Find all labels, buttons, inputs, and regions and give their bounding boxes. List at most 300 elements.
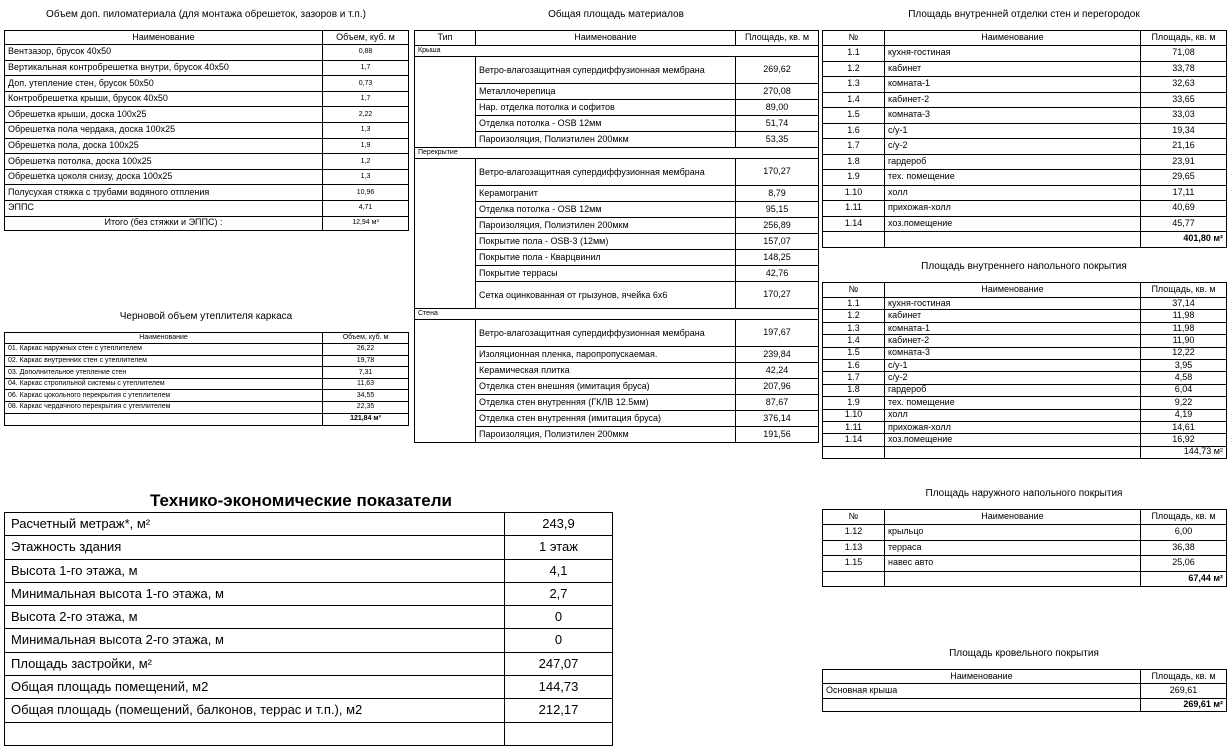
row-value: 37,14 bbox=[1141, 298, 1227, 310]
row-name: Отделка стен внутренняя (имитация бруса) bbox=[476, 411, 736, 427]
floor-int-table bbox=[822, 282, 1226, 459]
row-number: 1.9 bbox=[823, 170, 885, 186]
walls-title: Площадь внутренней отделки стен и перегородок bbox=[908, 9, 1140, 20]
table-row bbox=[415, 363, 819, 379]
table-row bbox=[415, 395, 819, 411]
row-value: 26,22 bbox=[323, 344, 409, 356]
row-name: Обрешетка пола чердака, доска 100х25 bbox=[5, 122, 323, 138]
row-number: 1.2 bbox=[823, 310, 885, 322]
table-row bbox=[5, 629, 613, 652]
tep-title: Технико-экономические показатели bbox=[150, 491, 453, 510]
row-name: 06. Каркас цокольного перекрытия с утеплителем bbox=[5, 390, 323, 402]
table-row bbox=[823, 154, 1227, 170]
table-header-row bbox=[823, 283, 1227, 298]
row-value: 11,63 bbox=[323, 378, 409, 390]
indicator-name: Этажность здания bbox=[5, 536, 505, 559]
row-number: 1.9 bbox=[823, 397, 885, 409]
total-row bbox=[823, 232, 1227, 248]
row-number: 1.10 bbox=[823, 185, 885, 201]
row-value: 2,22 bbox=[323, 107, 409, 123]
row-value: 29,65 bbox=[1141, 170, 1227, 186]
row-value: 33,78 bbox=[1141, 61, 1227, 77]
row-name: кабинет-2 bbox=[885, 92, 1141, 108]
column-header: Наименование bbox=[885, 283, 1141, 298]
row-name: тех. помещение bbox=[885, 397, 1141, 409]
table-row bbox=[5, 45, 409, 61]
row-value: 1,9 bbox=[323, 138, 409, 154]
row-name: Ветро-влагозащитная супердиффузионная мембрана bbox=[476, 159, 736, 186]
row-value: 269,61 bbox=[1141, 684, 1227, 699]
table-row bbox=[823, 525, 1227, 541]
row-value: 239,84 bbox=[736, 347, 819, 363]
row-number: 1.13 bbox=[823, 540, 885, 556]
table-row bbox=[5, 169, 409, 185]
total-label: Итого (без стяжки и ЭППС) : bbox=[5, 216, 323, 230]
row-name: комната-1 bbox=[885, 322, 1141, 334]
materials-table bbox=[414, 30, 818, 443]
table-header-row bbox=[415, 31, 819, 46]
row-number: 1.11 bbox=[823, 421, 885, 433]
row-name: Обрешетка крыши, доска 100х25 bbox=[5, 107, 323, 123]
row-name: комната-3 bbox=[885, 108, 1141, 124]
table-row bbox=[5, 200, 409, 216]
table-row bbox=[823, 347, 1227, 359]
total-empty bbox=[823, 232, 885, 248]
row-value: 17,11 bbox=[1141, 185, 1227, 201]
column-header: Наименование bbox=[885, 510, 1141, 525]
total-value: 67,44 м² bbox=[1141, 571, 1227, 587]
row-name: Пароизоляция, Полиэтилен 200мкм bbox=[476, 427, 736, 443]
table-row bbox=[823, 139, 1227, 155]
row-name: Вентзазор, брусок 40х50 bbox=[5, 45, 323, 61]
row-value: 4,58 bbox=[1141, 372, 1227, 384]
row-number: 1.10 bbox=[823, 409, 885, 421]
row-name: гардероб bbox=[885, 384, 1141, 396]
empty-cell bbox=[5, 722, 505, 745]
table-row bbox=[823, 216, 1227, 232]
row-value: 270,08 bbox=[736, 84, 819, 100]
row-value: 1,7 bbox=[323, 60, 409, 76]
row-value: 1,2 bbox=[323, 154, 409, 170]
indicator-name: Общая площадь (помещений, балконов, террас и т.п.), м2 bbox=[5, 699, 505, 722]
row-name: Изоляционная пленка, паропропускаемая. bbox=[476, 347, 736, 363]
total-empty bbox=[5, 413, 323, 425]
row-value: 197,67 bbox=[736, 320, 819, 347]
group-spacer bbox=[415, 159, 476, 309]
table-row bbox=[823, 409, 1227, 421]
column-header: Площадь, кв. м bbox=[1141, 31, 1227, 46]
total-empty bbox=[823, 571, 885, 587]
row-name: Отделка потолка - OSB 12мм bbox=[476, 116, 736, 132]
table-row bbox=[415, 159, 819, 186]
row-number: 1.4 bbox=[823, 335, 885, 347]
row-value: 36,38 bbox=[1141, 540, 1227, 556]
table-row bbox=[823, 310, 1227, 322]
row-name: кухня-гостиная bbox=[885, 46, 1141, 62]
table-row bbox=[823, 108, 1227, 124]
row-name: крыльцо bbox=[885, 525, 1141, 541]
table-row bbox=[823, 556, 1227, 572]
row-value: 40,69 bbox=[1141, 201, 1227, 217]
row-name: Покрытие террасы bbox=[476, 266, 736, 282]
row-value: 148,25 bbox=[736, 250, 819, 266]
row-name: Полусухая стяжка с трубами водяного отпления bbox=[5, 185, 323, 201]
indicator-name: Площадь застройки, м² bbox=[5, 652, 505, 675]
row-name: гардероб bbox=[885, 154, 1141, 170]
row-name: кабинет bbox=[885, 61, 1141, 77]
row-name: кабинет-2 bbox=[885, 335, 1141, 347]
row-value: 33,03 bbox=[1141, 108, 1227, 124]
total-empty bbox=[823, 446, 885, 458]
row-name: 08. Каркас чердачного перекрытия с утеплителем bbox=[5, 401, 323, 413]
table-header-row bbox=[823, 31, 1227, 46]
column-header: Объем, куб. м bbox=[323, 333, 409, 344]
row-name: холл bbox=[885, 185, 1141, 201]
column-header: Наименование bbox=[476, 31, 736, 46]
table-header-row bbox=[5, 333, 409, 344]
row-name: Металлочерепица bbox=[476, 84, 736, 100]
row-value: 22,35 bbox=[323, 401, 409, 413]
row-name: Керамическая плитка bbox=[476, 363, 736, 379]
column-header: Наименование bbox=[885, 31, 1141, 46]
tep-table bbox=[4, 512, 612, 746]
table-row bbox=[823, 335, 1227, 347]
row-number: 1.6 bbox=[823, 359, 885, 371]
row-value: 11,98 bbox=[1141, 310, 1227, 322]
row-name: 02. Каркас внутренних стен с утеплителем bbox=[5, 355, 323, 367]
row-name: хоз.помещение bbox=[885, 434, 1141, 446]
floor-ext-title: Площадь наружного напольного покрытия bbox=[925, 488, 1123, 499]
total-empty bbox=[885, 232, 1141, 248]
row-value: 10,96 bbox=[323, 185, 409, 201]
group-spacer bbox=[415, 320, 476, 443]
column-header: Наименование bbox=[823, 670, 1141, 684]
row-name: с/у-1 bbox=[885, 359, 1141, 371]
row-name: Обрешетка цоколя снизу, доска 100х25 bbox=[5, 169, 323, 185]
row-name: с/у-1 bbox=[885, 123, 1141, 139]
table-row bbox=[415, 320, 819, 347]
table-row bbox=[823, 92, 1227, 108]
table-row bbox=[415, 57, 819, 84]
table-row bbox=[5, 91, 409, 107]
row-number: 1.6 bbox=[823, 123, 885, 139]
row-value: 34,55 bbox=[323, 390, 409, 402]
row-value: 45,77 bbox=[1141, 216, 1227, 232]
row-name: Отделка стен внешняя (имитация бруса) bbox=[476, 379, 736, 395]
column-header: Тип bbox=[415, 31, 476, 46]
table-row bbox=[415, 116, 819, 132]
indicator-name: Минимальная высота 2-го этажа, м bbox=[5, 629, 505, 652]
row-number: 1.15 bbox=[823, 556, 885, 572]
row-value: 87,67 bbox=[736, 395, 819, 411]
table-row bbox=[5, 652, 613, 675]
table-row bbox=[823, 46, 1227, 62]
row-name: прихожая-холл bbox=[885, 421, 1141, 433]
row-name: Вертикальная контробрешетка внутри, брусок 40х50 bbox=[5, 60, 323, 76]
table-row bbox=[415, 202, 819, 218]
row-value: 33,65 bbox=[1141, 92, 1227, 108]
column-header: № bbox=[823, 31, 885, 46]
indicator-value: 0 bbox=[505, 606, 613, 629]
row-value: 1,3 bbox=[323, 122, 409, 138]
row-name: кухня-гостиная bbox=[885, 298, 1141, 310]
row-number: 1.8 bbox=[823, 154, 885, 170]
row-number: 1.3 bbox=[823, 77, 885, 93]
row-number: 1.1 bbox=[823, 298, 885, 310]
indicator-value: 212,17 bbox=[505, 699, 613, 722]
row-name: Керамогранит bbox=[476, 186, 736, 202]
row-value: 6,00 bbox=[1141, 525, 1227, 541]
row-name: Обрешетка пола, доска 100х25 bbox=[5, 138, 323, 154]
table-row bbox=[415, 379, 819, 395]
row-name: прихожая-холл bbox=[885, 201, 1141, 217]
group-row bbox=[415, 309, 819, 320]
row-name: Ветро-влагозащитная супердиффузионная мембрана bbox=[476, 320, 736, 347]
indicator-name: Высота 1-го этажа, м bbox=[5, 559, 505, 582]
roof-title: Площадь кровельного покрытия bbox=[949, 648, 1099, 659]
total-row bbox=[823, 699, 1227, 712]
row-name: терраса bbox=[885, 540, 1141, 556]
row-value: 191,56 bbox=[736, 427, 819, 443]
indicator-name: Высота 2-го этажа, м bbox=[5, 606, 505, 629]
floor-ext-table bbox=[822, 509, 1226, 587]
table-row bbox=[823, 372, 1227, 384]
table-row bbox=[415, 282, 819, 309]
column-header: Площадь, кв. м bbox=[1141, 670, 1227, 684]
indicator-value: 0 bbox=[505, 629, 613, 652]
row-value: 1,3 bbox=[323, 169, 409, 185]
table-row bbox=[5, 76, 409, 92]
table-row bbox=[5, 699, 613, 722]
row-number: 1.1 bbox=[823, 46, 885, 62]
floor-int-title: Площадь внутреннего напольного покрытия bbox=[921, 261, 1127, 272]
row-value: 51,74 bbox=[736, 116, 819, 132]
row-number: 1.12 bbox=[823, 525, 885, 541]
table-row bbox=[5, 390, 409, 402]
row-number: 1.14 bbox=[823, 216, 885, 232]
row-name: Основная крыша bbox=[823, 684, 1141, 699]
group-name: Перекрытие bbox=[415, 148, 819, 159]
row-value: 19,78 bbox=[323, 355, 409, 367]
table-row bbox=[823, 170, 1227, 186]
row-number: 1.5 bbox=[823, 347, 885, 359]
row-number: 1.8 bbox=[823, 384, 885, 396]
column-header: Площадь, кв. м bbox=[1141, 283, 1227, 298]
total-value: 401,80 м² bbox=[1141, 232, 1227, 248]
row-value: 4,71 bbox=[323, 200, 409, 216]
table-header-row bbox=[823, 510, 1227, 525]
table-row bbox=[415, 266, 819, 282]
table-row bbox=[823, 540, 1227, 556]
indicator-value: 247,07 bbox=[505, 652, 613, 675]
row-number: 1.7 bbox=[823, 372, 885, 384]
table-row bbox=[415, 132, 819, 148]
table-row bbox=[5, 154, 409, 170]
column-header: № bbox=[823, 283, 885, 298]
table-row bbox=[415, 234, 819, 250]
row-name: комната-1 bbox=[885, 77, 1141, 93]
row-name: холл bbox=[885, 409, 1141, 421]
table-row bbox=[415, 218, 819, 234]
total-row bbox=[823, 571, 1227, 587]
table-row bbox=[415, 427, 819, 443]
indicator-name: Минимальная высота 1-го этажа, м bbox=[5, 582, 505, 605]
row-name: Обрешетка потолка, доска 100х25 bbox=[5, 154, 323, 170]
row-name: Покрытие пола - Кварцвинил bbox=[476, 250, 736, 266]
row-number: 1.5 bbox=[823, 108, 885, 124]
total-empty bbox=[885, 571, 1141, 587]
table-row bbox=[415, 250, 819, 266]
total-value: 269,61 м² bbox=[1141, 699, 1227, 712]
total-value: 144,73 м² bbox=[1141, 446, 1227, 458]
row-value: 11,90 bbox=[1141, 335, 1227, 347]
table-row bbox=[5, 355, 409, 367]
table-row bbox=[415, 411, 819, 427]
table-row bbox=[5, 536, 613, 559]
row-name: Покрытие пола - OSB-3 (12мм) bbox=[476, 234, 736, 250]
row-name: Нар. отделка потолка и софитов bbox=[476, 100, 736, 116]
row-name: тех. помещение bbox=[885, 170, 1141, 186]
indicator-value: 2,7 bbox=[505, 582, 613, 605]
table-row bbox=[5, 606, 613, 629]
total-value: 12,94 м³ bbox=[323, 216, 409, 230]
table-row bbox=[823, 384, 1227, 396]
row-value: 0,88 bbox=[323, 45, 409, 61]
total-empty bbox=[885, 446, 1141, 458]
row-value: 42,24 bbox=[736, 363, 819, 379]
table-row bbox=[5, 107, 409, 123]
table-row bbox=[415, 100, 819, 116]
table-row bbox=[823, 77, 1227, 93]
row-name: 01. Каркас наружных стен с утеплителем bbox=[5, 344, 323, 356]
row-name: Ветро-влагозащитная супердиффузионная мембрана bbox=[476, 57, 736, 84]
column-header: Объем, куб. м bbox=[323, 31, 409, 45]
table-row bbox=[823, 201, 1227, 217]
lumber-title: Объем доп. пиломатериала (для монтажа обрешеток, зазоров и т.п.) bbox=[46, 9, 366, 20]
table-row bbox=[5, 676, 613, 699]
row-number: 1.3 bbox=[823, 322, 885, 334]
row-name: ЭППС bbox=[5, 200, 323, 216]
row-name: с/у-2 bbox=[885, 139, 1141, 155]
group-row bbox=[415, 148, 819, 159]
row-value: 256,89 bbox=[736, 218, 819, 234]
column-header: Площадь, кв. м bbox=[1141, 510, 1227, 525]
table-row bbox=[5, 185, 409, 201]
table-row bbox=[823, 434, 1227, 446]
total-row bbox=[5, 413, 409, 425]
total-row bbox=[823, 446, 1227, 458]
group-name: Крыша bbox=[415, 46, 819, 57]
walls-table bbox=[822, 30, 1226, 248]
table-row bbox=[823, 359, 1227, 371]
row-value: 3,95 bbox=[1141, 359, 1227, 371]
row-value: 32,63 bbox=[1141, 77, 1227, 93]
row-name: 04. Каркас стропильной системы с утеплителем bbox=[5, 378, 323, 390]
indicator-value: 1 этаж bbox=[505, 536, 613, 559]
insulation-table bbox=[4, 332, 408, 426]
table-row bbox=[5, 582, 613, 605]
table-row bbox=[5, 559, 613, 582]
row-name: Пароизоляция, Полиэтилен 200мкм bbox=[476, 132, 736, 148]
row-value: 9,22 bbox=[1141, 397, 1227, 409]
row-value: 4,19 bbox=[1141, 409, 1227, 421]
table-header-row bbox=[5, 31, 409, 45]
table-row bbox=[415, 347, 819, 363]
row-number: 1.2 bbox=[823, 61, 885, 77]
row-value: 95,15 bbox=[736, 202, 819, 218]
row-value: 269,62 bbox=[736, 57, 819, 84]
row-value: 0,73 bbox=[323, 76, 409, 92]
empty-row bbox=[5, 722, 613, 745]
row-value: 1,7 bbox=[323, 91, 409, 107]
row-number: 1.14 bbox=[823, 434, 885, 446]
total-empty bbox=[823, 699, 1141, 712]
table-row bbox=[823, 298, 1227, 310]
total-value: 121,84 м³ bbox=[323, 413, 409, 425]
row-value: 6,04 bbox=[1141, 384, 1227, 396]
row-value: 53,35 bbox=[736, 132, 819, 148]
row-value: 14,61 bbox=[1141, 421, 1227, 433]
row-name: навес авто bbox=[885, 556, 1141, 572]
column-header: № bbox=[823, 510, 885, 525]
row-number: 1.7 bbox=[823, 139, 885, 155]
row-name: Контробрешетка крыши, брусок 40х50 bbox=[5, 91, 323, 107]
column-header: Площадь, кв. м bbox=[736, 31, 819, 46]
table-row bbox=[823, 185, 1227, 201]
row-value: 19,34 bbox=[1141, 123, 1227, 139]
row-name: кабинет bbox=[885, 310, 1141, 322]
roof-table bbox=[822, 669, 1226, 712]
row-value: 8,79 bbox=[736, 186, 819, 202]
column-header: Наименование bbox=[5, 31, 323, 45]
indicator-value: 243,9 bbox=[505, 513, 613, 536]
row-name: 03. Дополнительное утепление стен bbox=[5, 367, 323, 379]
row-name: Доп. утепление стен, брусок 50х50 bbox=[5, 76, 323, 92]
table-row bbox=[5, 513, 613, 536]
table-row bbox=[823, 684, 1227, 699]
table-row bbox=[5, 401, 409, 413]
row-value: 71,08 bbox=[1141, 46, 1227, 62]
table-row bbox=[823, 397, 1227, 409]
row-value: 11,98 bbox=[1141, 322, 1227, 334]
indicator-value: 144,73 bbox=[505, 676, 613, 699]
row-value: 16,92 bbox=[1141, 434, 1227, 446]
row-value: 157,07 bbox=[736, 234, 819, 250]
row-value: 7,31 bbox=[323, 367, 409, 379]
group-name: Стена bbox=[415, 309, 819, 320]
row-value: 12,22 bbox=[1141, 347, 1227, 359]
row-name: Сетка оцинкованная от грызунов, ячейка 6х6 bbox=[476, 282, 736, 309]
table-row bbox=[823, 61, 1227, 77]
table-row bbox=[415, 186, 819, 202]
indicator-name: Расчетный метраж*, м² bbox=[5, 513, 505, 536]
lumber-table bbox=[4, 30, 408, 231]
column-header: Наименование bbox=[5, 333, 323, 344]
table-row bbox=[5, 138, 409, 154]
row-value: 376,14 bbox=[736, 411, 819, 427]
row-name: комната-3 bbox=[885, 347, 1141, 359]
row-value: 25,06 bbox=[1141, 556, 1227, 572]
row-value: 170,27 bbox=[736, 282, 819, 309]
row-value: 170,27 bbox=[736, 159, 819, 186]
row-name: хоз.помещение bbox=[885, 216, 1141, 232]
indicator-name: Общая площадь помещений, м2 bbox=[5, 676, 505, 699]
row-value: 89,00 bbox=[736, 100, 819, 116]
row-value: 21,16 bbox=[1141, 139, 1227, 155]
materials-title: Общая площадь материалов bbox=[548, 9, 684, 20]
row-value: 23,91 bbox=[1141, 154, 1227, 170]
row-name: Пароизоляция, Полиэтилен 200мкм bbox=[476, 218, 736, 234]
